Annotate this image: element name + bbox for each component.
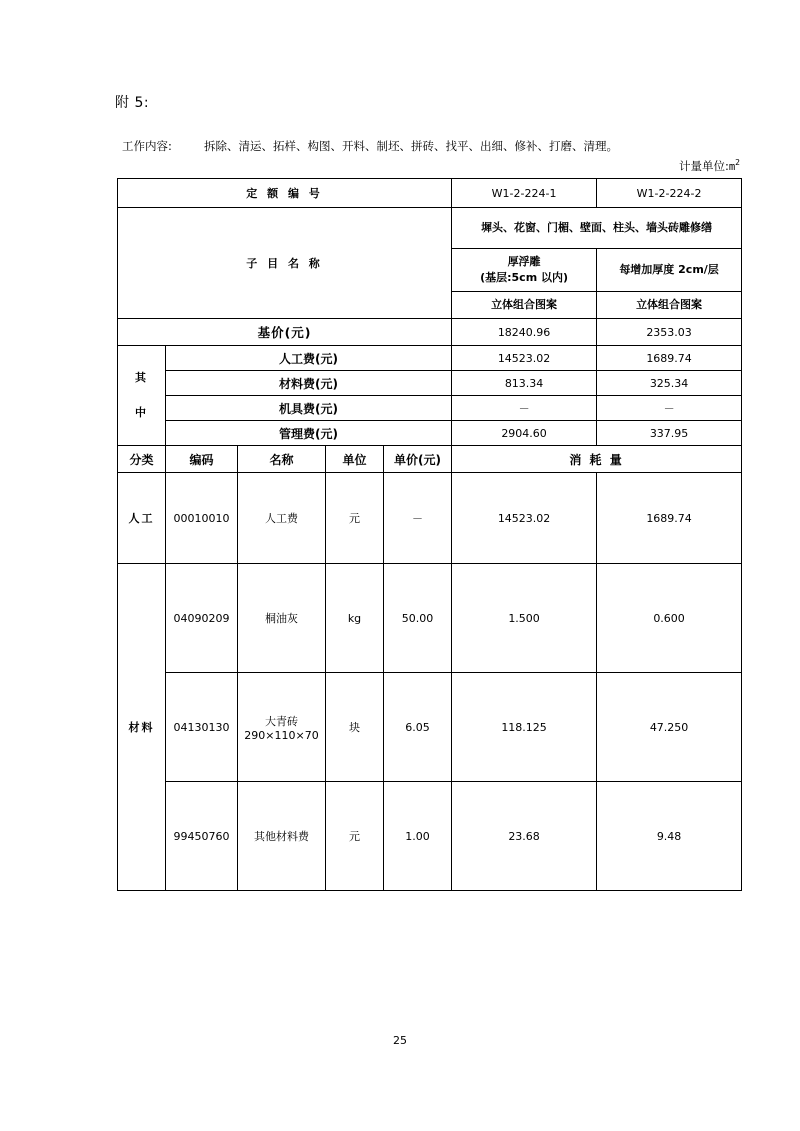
cost-row-0-value-1: 14523.02	[452, 346, 597, 371]
table-row-column-headers	[118, 446, 742, 473]
measure-unit-label: 计量单位:	[678, 159, 729, 173]
cost-row-label-1: 材料费(元)	[166, 371, 452, 396]
item-name: 其他材料费	[238, 782, 326, 891]
item-name: 桐油灰	[238, 564, 326, 673]
cost-row-1-value-2: 325.34	[597, 371, 742, 396]
item-consumption-2: 9.48	[597, 782, 742, 891]
quota-table	[117, 178, 742, 891]
column-header-code: 编码	[166, 446, 238, 473]
base-price-value-2: 2353.03	[597, 319, 742, 346]
item-code: 04090209	[166, 564, 238, 673]
table-row-material-cost	[118, 371, 742, 396]
group-category-labor: 人工	[118, 473, 166, 564]
item-unit: 元	[326, 782, 384, 891]
subitem-header-2-pattern: 立体组合图案	[597, 292, 742, 319]
subitem-header-1-desc	[452, 249, 597, 292]
group-category-material: 材料	[118, 564, 166, 891]
item-code: 04130130	[166, 673, 238, 782]
cost-row-0-value-2: 1689.74	[597, 346, 742, 371]
item-unit: kg	[326, 564, 384, 673]
cost-row-label-3: 管理费(元)	[166, 421, 452, 446]
measure-unit-superscript: 2	[735, 158, 740, 168]
table-row	[118, 782, 742, 891]
item-consumption-1: 1.500	[452, 564, 597, 673]
item-unit-price: 6.05	[384, 673, 452, 782]
item-unit-price: 50.00	[384, 564, 452, 673]
item-unit: 块	[326, 673, 384, 782]
table-row	[118, 564, 742, 673]
item-consumption-2: 1689.74	[597, 473, 742, 564]
quota-number-1: W1-2-224-1	[452, 179, 597, 208]
subitem-header-1-line2: 厚浮雕	[507, 255, 541, 269]
item-consumption-2: 0.600	[597, 564, 742, 673]
table-row-base-price	[118, 319, 742, 346]
measure-unit-line	[679, 158, 740, 174]
item-code: 99450760	[166, 782, 238, 891]
cost-row-2-value-2: －	[597, 396, 742, 421]
work-content-block	[122, 136, 682, 158]
cost-row-3-value-1: 2904.60	[452, 421, 597, 446]
measure-unit-value: m	[728, 161, 736, 173]
qizhong-label: 其 中	[118, 346, 166, 446]
quota-number-label: 定 额 编 号	[118, 179, 452, 208]
table-row-quota-number	[118, 179, 742, 208]
item-unit-price: －	[384, 473, 452, 564]
item-name: 人工费	[238, 473, 326, 564]
item-consumption-1: 14523.02	[452, 473, 597, 564]
item-name: 大青砖 290×110×70	[238, 673, 326, 782]
column-header-unit: 单位	[326, 446, 384, 473]
attachment-label: 附 5:	[115, 95, 150, 111]
table-row-subitem-header-1	[118, 208, 742, 249]
column-header-name: 名称	[238, 446, 326, 473]
base-price-value-1: 18240.96	[452, 319, 597, 346]
table-row	[118, 473, 742, 564]
cost-row-3-value-2: 337.95	[597, 421, 742, 446]
subitem-name-label: 子 目 名 称	[118, 208, 452, 319]
page-number: 25	[393, 1034, 407, 1047]
column-header-unit-price: 单价(元)	[384, 446, 452, 473]
item-consumption-2: 47.250	[597, 673, 742, 782]
subitem-header-span: 墀头、花窗、门楣、壁面、柱头、墙头砖雕修缮	[452, 208, 742, 249]
item-unit: 元	[326, 473, 384, 564]
column-header-consumption: 消 耗 量	[452, 446, 742, 473]
column-header-category: 分类	[118, 446, 166, 473]
subitem-header-1-pattern: 立体组合图案	[452, 292, 597, 319]
subitem-header-2-desc: 每增加厚度 2cm/层	[597, 249, 742, 292]
cost-row-label-2: 机具费(元)	[166, 396, 452, 421]
table-row-labor-cost	[118, 346, 742, 371]
table-row-management-cost	[118, 421, 742, 446]
quota-number-2: W1-2-224-2	[597, 179, 742, 208]
table-row	[118, 673, 742, 782]
work-content-text: 拆除、清运、拓样、构图、开料、制坯、拼砖、找平、出细、修补、打磨、清理。	[204, 139, 618, 153]
cost-row-2-value-1: －	[452, 396, 597, 421]
item-consumption-1: 118.125	[452, 673, 597, 782]
item-code: 00010010	[166, 473, 238, 564]
work-content-label: 工作内容:	[122, 139, 172, 153]
cost-row-label-0: 人工费(元)	[166, 346, 452, 371]
base-price-label: 基价(元)	[118, 319, 452, 346]
item-unit-price: 1.00	[384, 782, 452, 891]
subitem-header-1-line3: (基层:5cm 以内)	[480, 271, 569, 284]
item-consumption-1: 23.68	[452, 782, 597, 891]
cost-row-1-value-1: 813.34	[452, 371, 597, 396]
table-row-machine-cost	[118, 396, 742, 421]
